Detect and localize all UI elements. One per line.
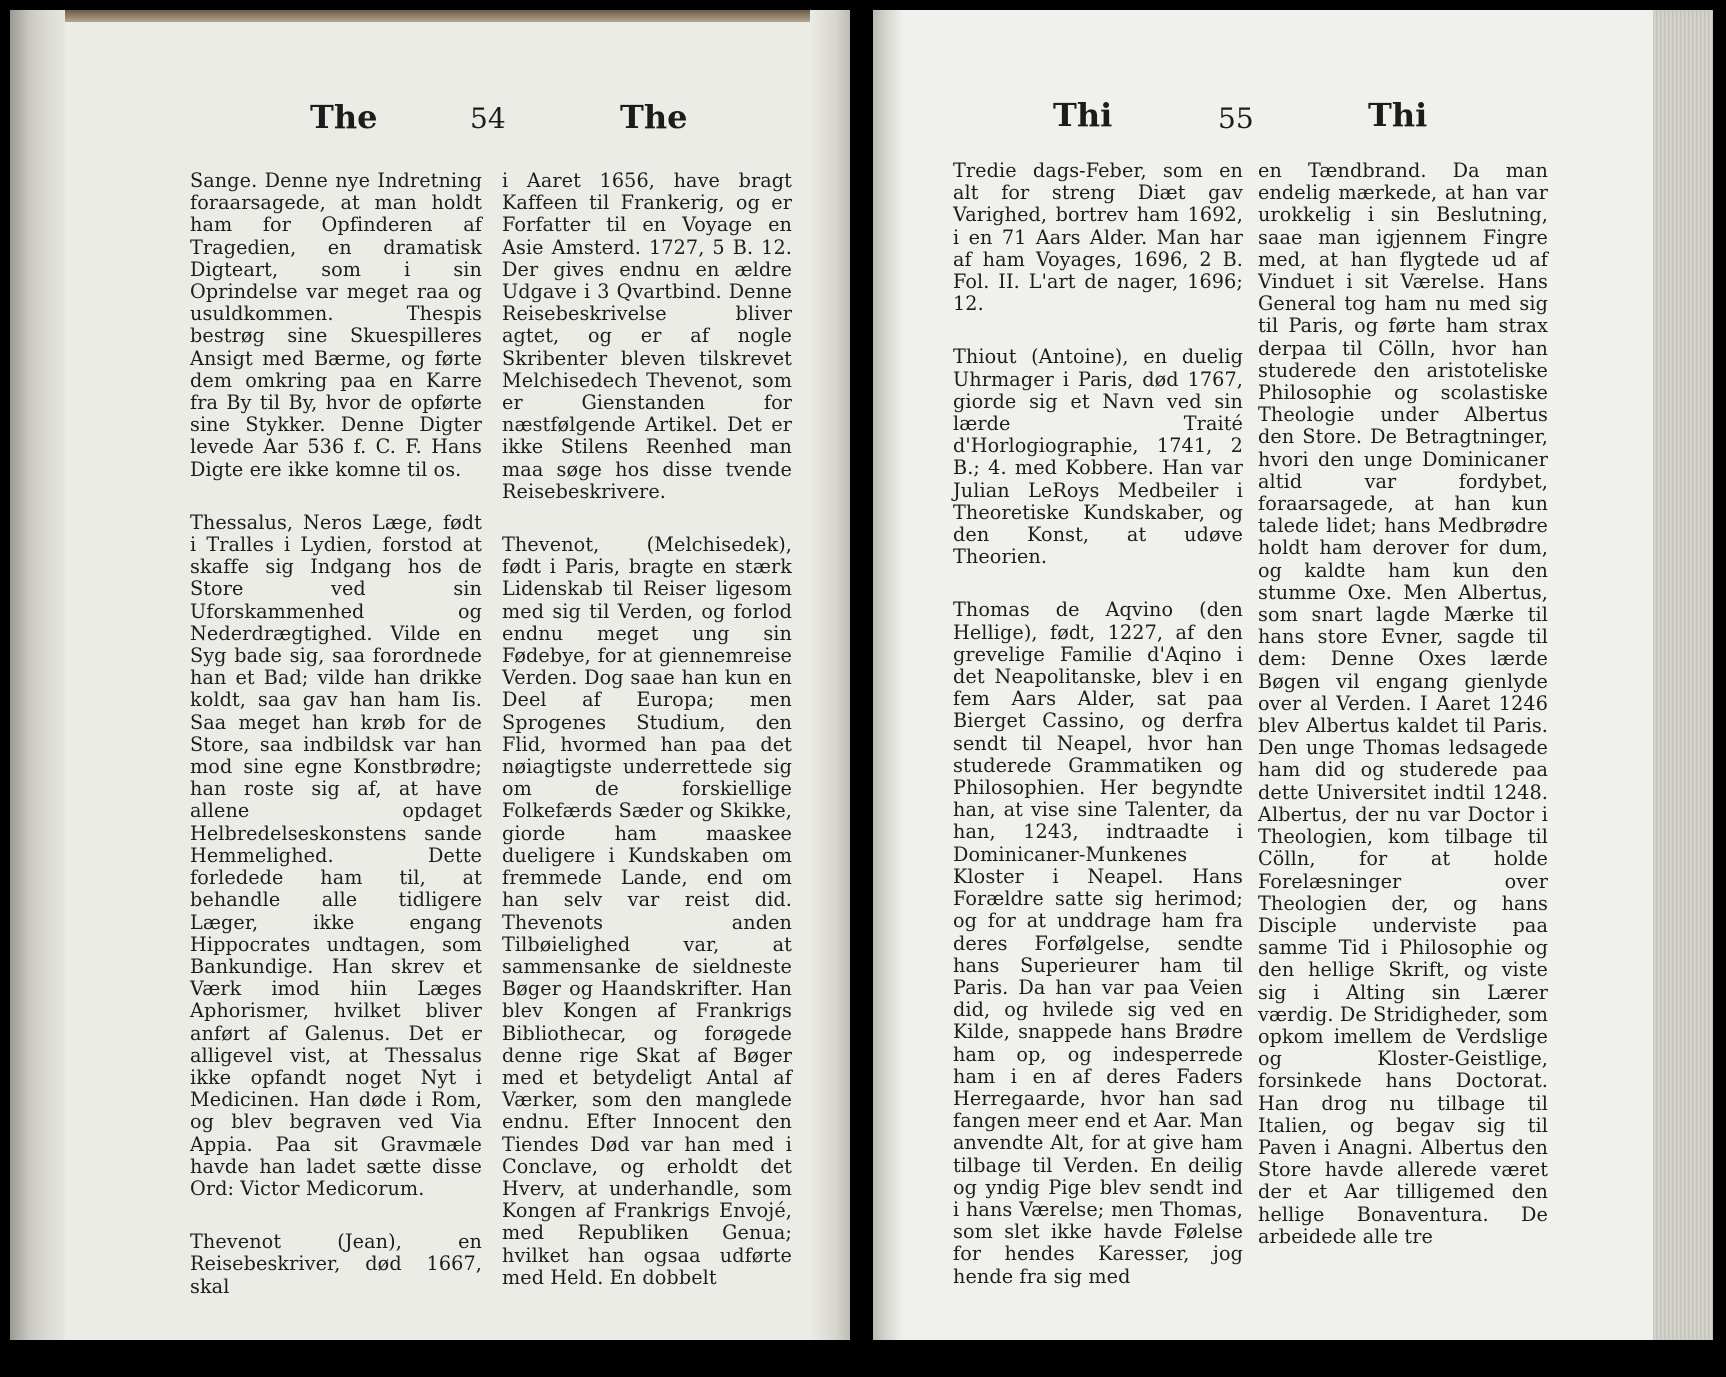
paragraph: i Aaret 1656, have bragt Kaffeen til Frankerig, og er Forfatter til en Voyage en Asie Amsterd. 1727, 5 B. 12. Der gives endnu en ældre Udgave i 3 Qvartbind. Denne Reisebeskrivelse bliver agtet, og er af nogle Skribenter bleven tilskrevet Melchisedech Thevenot, som er Gienstanden for næstfølgende Artikel. Det er ikke Stilens Reenhed man maa søge hos disse tvende Reisebeskrivere. (502, 169, 792, 503)
left-page-photo (10, 10, 850, 1340)
entry-thevenot-jean: Thevenot (Jean), en Reisebeskriver, død 1667, skal (190, 1230, 482, 1298)
book-cover-edge (10, 10, 850, 22)
paragraph: en Tændbrand. Da man endelig mærkede, at han var urokkelig i sin Beslutning, saae man igjennem Fingre med, at han flygtede ud af Vinduet i sit Værelse. Hans General tog ham nu med sig til Paris, og førte ham strax derpaa til Cölln, hvor han studerede den aristoteliske Philosophie og scolastiske Theologie under Albertus den Store. De Betragtninger, hvori den unge Dominicaner altid var fordybet, foraarsagede, at han kun talede lidet; hans Medbrødre holdt ham derover for dum, og kaldte ham kun den stumme Oxe. Men Albertus, som snart lagde Mærke til hans store Evner, sagde til dem: Denne Oxes lærde Bøgen vil engang gienlyde over al Verden. I Aaret 1246 blev Albertus kaldet til Paris. Den unge Thomas ledsagede ham did og studerede paa dette Universitet indtil 1248. Albertus, der nu var Doctor i Theologien, kom tilbage til Cölln, for at holde Forelæsninger over Theologien der, og hans Disciple underviste paa samme Tid i Philosophie og den hellige Skrift, og viste sig i Alting sin Lærer værdig. De Stridigheder, som opkom imellem de Verdslige og Kloster-Geistlige, forsinkede hans Doctorat. Han drog nu tilbage til Italien, og begav sig til Paven i Anagni. Albertus den Store havde allerede været der et Aar tilligemed den hellige Bonaventura. De arbeidede alle tre (1258, 159, 1548, 1248)
paragraph: Sange. Denne nye Indretning foraarsagede, at man holdt ham for Opfinderen af Tragedien, en dramatisk Digteart, som i sin Oprindelse var meget raa og usuldkommen. Thespis bestrøg sine Skuespilleres Ansigt med Bærme, og førte dem omkring paa en Karre fra By til By, hvor de opførte sine Stykker. Denne Digter levede Aar 536 f. C. F. Hans Digte ere ikke komne til os. (190, 169, 482, 481)
right-page-column-1 (953, 160, 1243, 1288)
right-page-photo (873, 10, 1713, 1340)
running-head-right: The (620, 98, 688, 136)
left-page-column-1 (190, 170, 482, 1298)
entry-thomas-de-aqvino: Thomas de Aqvino (den Hellige), født, 1227, af den grevelige Familie d'Aqino i det Neapolitanske, blev i en fem Aars Alder, sat paa Bierget Cassino, og derfra sendt til Neapel, hvor han studerede Grammatiken og Philosophien. Her begyndte han, at vise sine Talenter, da han, 1243, indtraadte i Dominicaner-Munkenes Kloster i Neapel. Hans Forældre satte sig herimod; og for at unddrage ham fra deres Forfølgelse, sendte hans Superieurer ham til Paris. Da han var paa Veien did, og hvilede sig ved en Kilde, snappede hans Brødre ham op, og indesperrede ham i en af deres Faders Herregaarde, hvor han sad fangen meer end et Aar. Man anvendte Alt, for at give ham tilbage til Verden. En deilig og yndig Pige blev sendt ind i hans Værelse; men Thomas, som slet ikke havde Følelse for hendes Karesser, jog hende fra sig med (953, 598, 1243, 1288)
running-head-left: Thi (1053, 96, 1113, 134)
running-head-right: Thi (1368, 96, 1428, 134)
page-number: 55 (1218, 102, 1254, 135)
left-gutter (810, 10, 850, 1340)
entry-thessalus: Thessalus, Neros Læge, født i Tralles i Lydien, forstod at skaffe sig Indgang hos de Store ved sin Uforskammenhed og Nederdrægtighed. Vilde en Syg bade sig, saa forordnede han et Bad; vilde han drikke koldt, saa gav han ham Iis. Saa meget han krøb for de Store, saa indbildsk var han mod sine egne Konstbrødre; han roste sig af, at have allene opdaget Helbredelseskonstens sande Hemmelighed. Dette forledede ham til, at behandle alle tidligere Læger, ikke engang Hippocrates undtagen, som Bankundige. Han skrev et Værk imod hiin Læges Aphorismer, hvilket bliver anført af Galenus. Det er alligevel vist, at Thessalus ikke opfandt noget Nyt i Medicinen. Han døde i Rom, og blev begraven ved Via Appia. Paa sit Gravmæle havde han ladet sætte disse Ord: Victor Medicorum. (190, 510, 482, 1200)
left-page-column-2 (502, 170, 792, 1289)
left-page-edge (10, 10, 65, 1340)
page-number: 54 (470, 102, 506, 135)
entry-thevenot-melchisedek: Thevenot, (Melchisedek), født i Paris, bragte en stærk Lidenskab til Reiser ligesom med sig til Verden, og forlod endnu meget ung sin Fødebye, for at giennemreise Verden. Dog saae han kun en Deel af Europa; men Sprogenes Studium, den Flid, hvormed han paa det nøiagtigste underrettede sig om de forskiellige Folkefærds Sæder og Skikke, giorde ham maaskee dueligere i Kundskaben om fremmede Lande, end om han selv var reist did. Thevenots anden Tilbøielighed var, at sammensanke de sieldneste Bøger og Haandskrifter. Han blev Kongen af Frankrigs Bibliothecar, og forøgede denne rige Skat af Bøger med et betydeligt Antal af Værker, som den manglede endnu. Efter Innocent den Tiendes Død var han med i Conclave, og erholdt det Hverv, at underhandle, som Kongen af Frankrigs Envojé, med Republiken Genua; hvilket han ogsaa udførte med Held. En dobbelt (502, 533, 792, 1289)
running-head-left: The (310, 98, 378, 136)
right-page-edge (1653, 10, 1713, 1340)
paragraph: Tredie dags-Feber, som en alt for streng Diæt gav Varighed, bortrev ham 1692, i en 71 Aars Alder. Man har af ham Voyages, 1696, 2 B. Fol. II. L'art de nager, 1696; 12. (953, 159, 1243, 316)
right-page-column-2 (1258, 160, 1548, 1248)
entry-thiout: Thiout (Antoine), en duelig Uhrmager i Paris, død 1767, giorde sig et Navn ved sin lærde Traité d'Horlogiographie, 1741, 2 B.; 4. med Kobbere. Han var Julian LeRoys Medbeiler i Theoretiske Kundskaber, og den Konst, at udøve Theorien. (953, 345, 1243, 569)
right-gutter (873, 10, 903, 1340)
